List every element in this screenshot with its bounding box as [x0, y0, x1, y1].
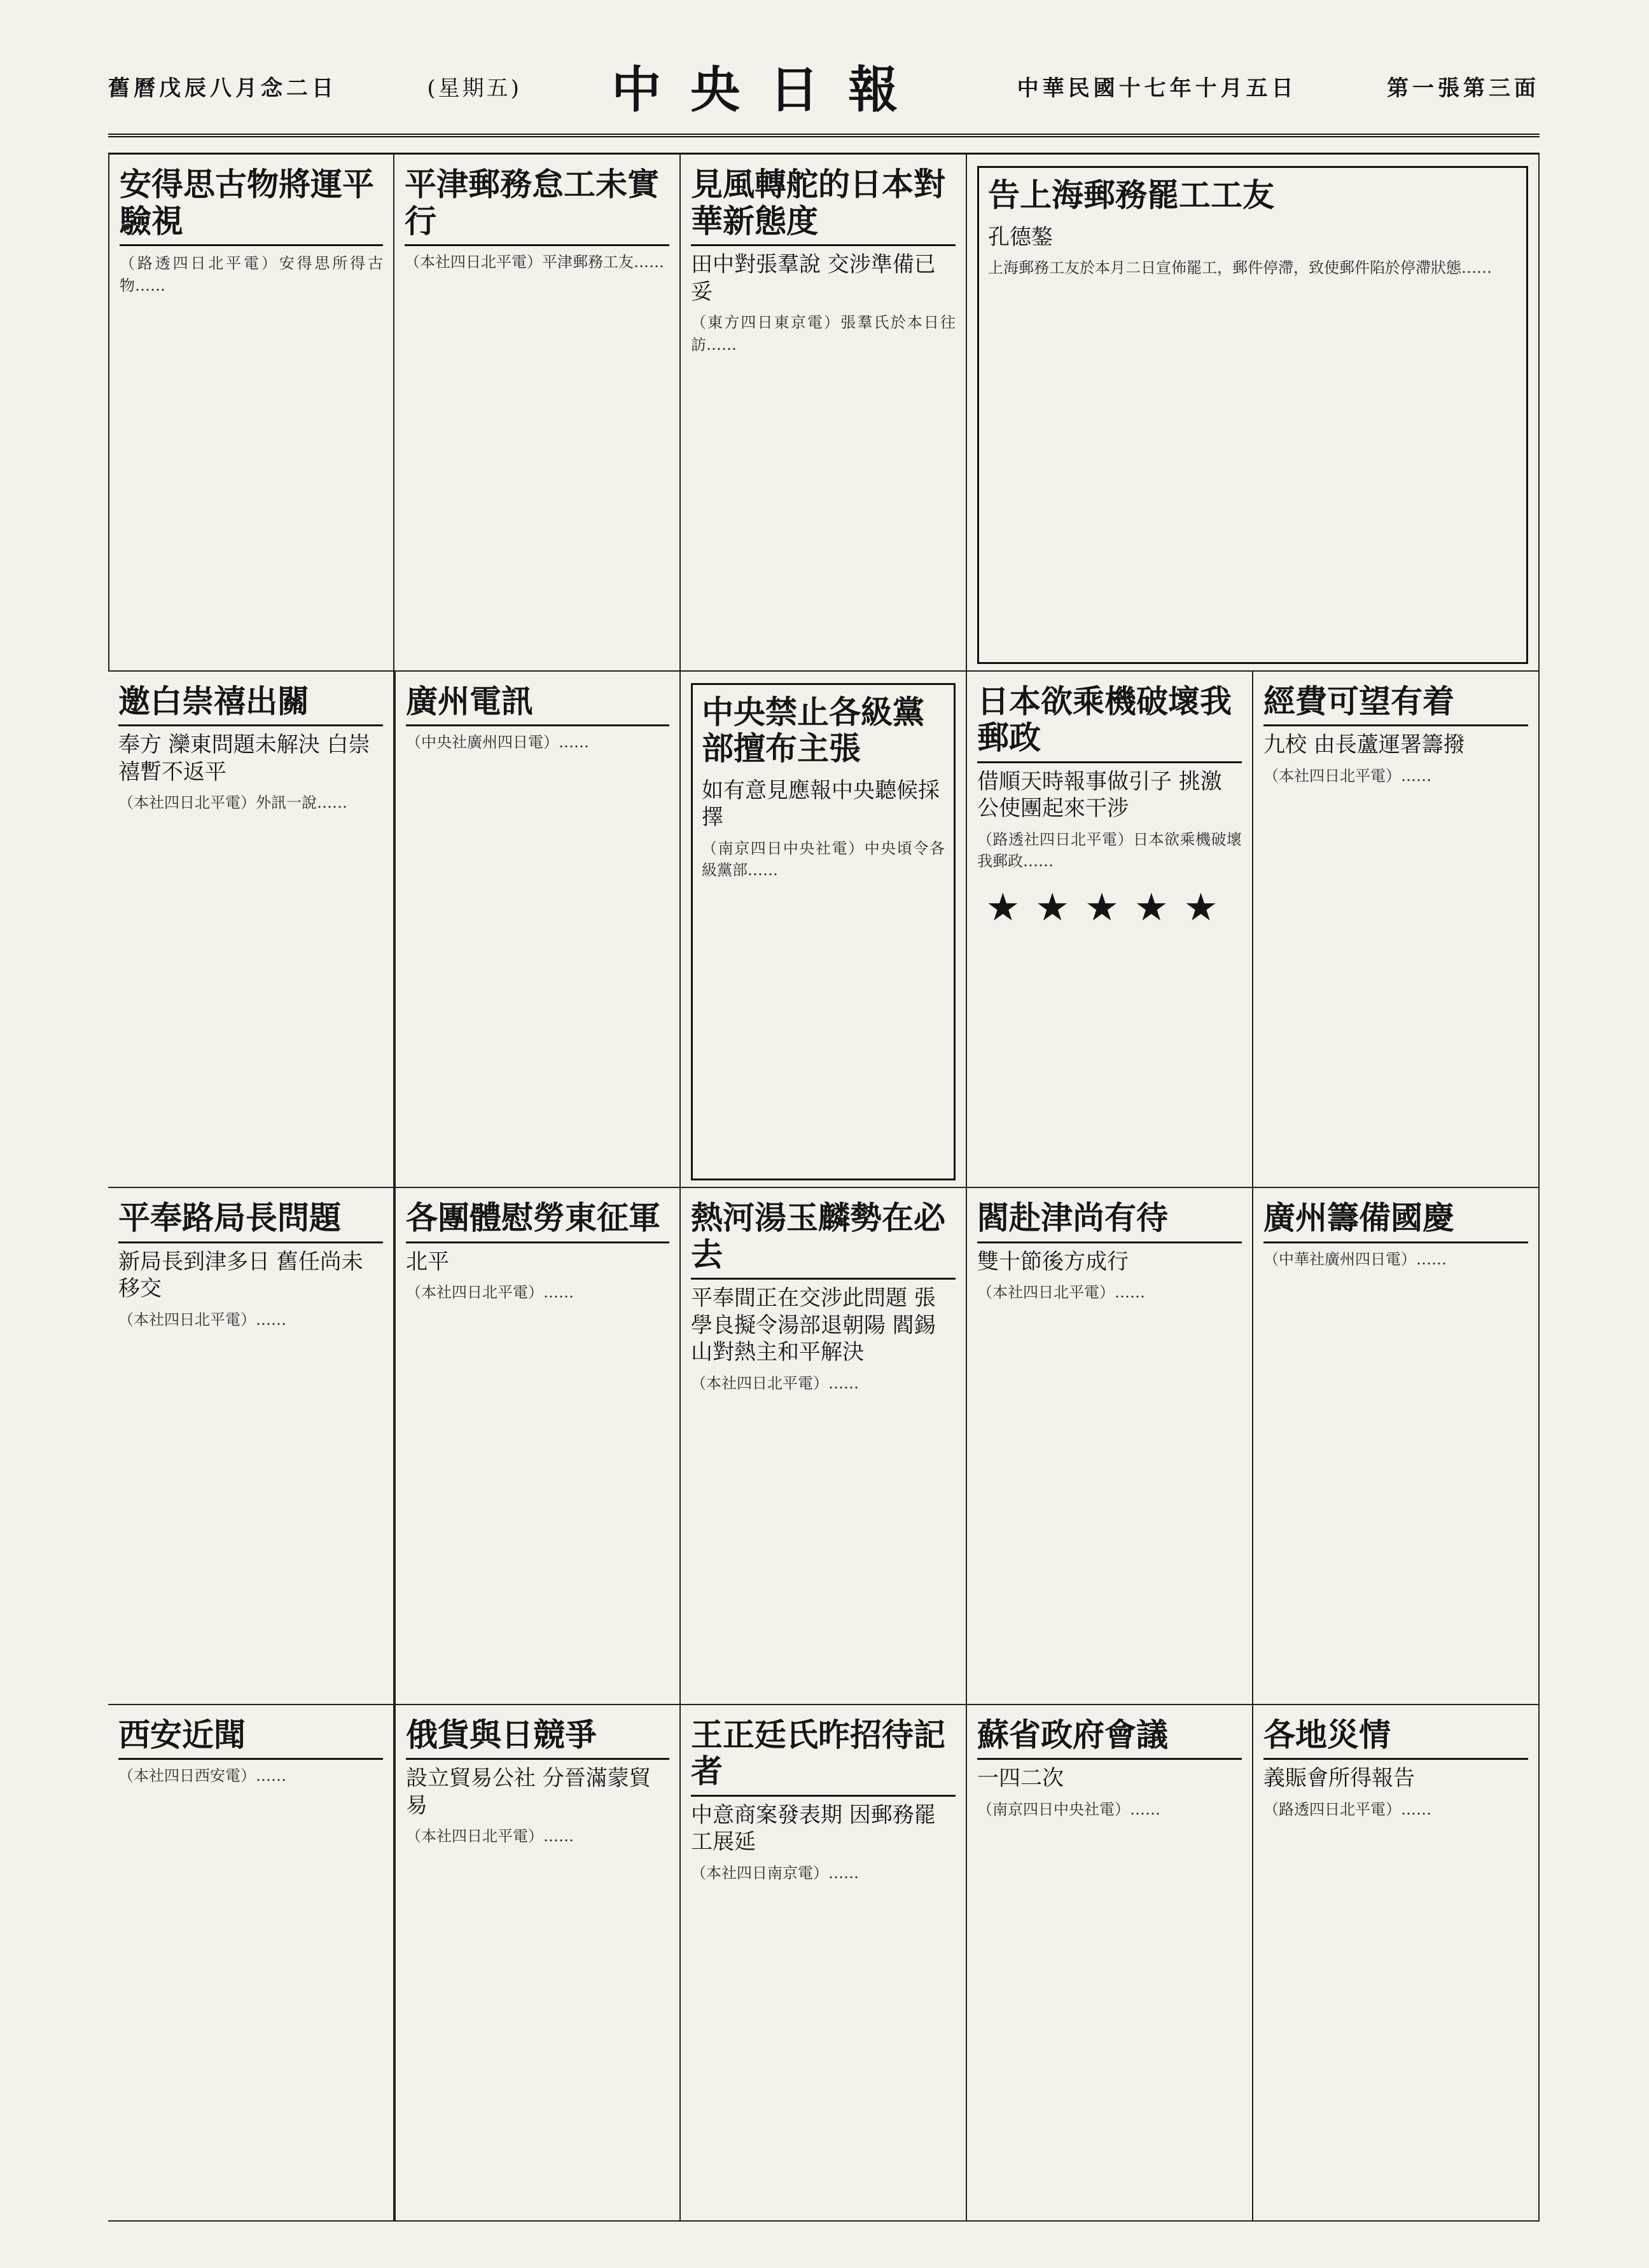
article-headline: 經費可望有着 [1263, 683, 1528, 727]
article-headline: 王正廷氏昨招待記者 [691, 1717, 956, 1797]
article-headline: 告上海郵務罷工工友 [988, 176, 1274, 214]
article-block [1253, 672, 1540, 1189]
article-headline: 各地災情 [1263, 1717, 1528, 1760]
article-block [967, 1705, 1253, 2222]
article-body: （本社四日北平電）…… [406, 1283, 574, 1301]
article-body: 上海郵務工友於本月二日宣佈罷工，郵件停滯，致使郵件陷於停滯狀態…… [988, 259, 1492, 277]
article-headline: 西安近聞 [118, 1717, 383, 1760]
article-subhead: 九校 由長蘆運署籌撥 [1263, 732, 1465, 757]
article-body: （路透四日北平電）…… [1263, 1800, 1431, 1818]
article-body: （本社四日北平電）外訊一說…… [118, 794, 347, 812]
article-body: （本社四日北平電）…… [406, 1827, 574, 1845]
article-body: （南京四日中央社電）…… [977, 1800, 1160, 1818]
article-block [394, 155, 681, 672]
article-body: （中華社廣州四日電）…… [1263, 1250, 1447, 1268]
article-subhead: 借順天時報事做引子 挑激公使團起來干涉 [977, 768, 1222, 821]
article-block [967, 155, 1540, 672]
article-headline: 俄貨與日競爭 [406, 1717, 669, 1760]
article-body: （本社四日北平電）…… [1263, 766, 1431, 785]
article-headline: 中央禁止各級黨部擅布主張 [702, 693, 924, 767]
article-subhead: 奉方 灤東問題未解決 白崇禧暫不返平 [118, 732, 370, 785]
article-block [1253, 1188, 1540, 1705]
article-subhead: 如有意見應報中央聽候採擇 [702, 777, 940, 830]
article-headline: 廣州電訊 [406, 683, 669, 727]
article-block [108, 155, 394, 672]
article-subhead: 義賑會所得報告 [1263, 1766, 1415, 1791]
article-body: （路透四日北平電）安得思所得古物…… [120, 254, 383, 294]
article-subhead: 中意商案發表期 因郵務罷工展延 [691, 1802, 936, 1855]
article-headline: 邀白崇禧出關 [118, 683, 383, 727]
article-subhead: 平奉間正在交涉此問題 張學良擬令湯部退朝陽 閻錫山對熱主和平解決 [691, 1285, 936, 1365]
article-body: （本社四日西安電）…… [118, 1767, 286, 1785]
article-body: （本社四日南京電）…… [691, 1863, 859, 1882]
article-body: （本社四日北平電）平津郵務工友…… [405, 253, 664, 271]
article-headline: 平津郵務怠工未實行 [405, 166, 669, 246]
article-subhead: 北平 [406, 1248, 449, 1275]
article-headline: 安得思古物將運平驗視 [120, 166, 383, 246]
article-subhead: 設立貿易公社 分晉滿蒙貿易 [406, 1766, 651, 1818]
article-block [1253, 1705, 1540, 2222]
article-body: （本社四日北平電）…… [691, 1374, 859, 1392]
article-headline: 見風轉舵的日本對華新態度 [691, 166, 956, 246]
article-block [394, 1188, 681, 1705]
article-headline: 熱河湯玉麟勢在必去 [691, 1200, 956, 1280]
article-grid [108, 153, 1540, 2222]
masthead-date-right: 中華民國十七年十月五日 [1017, 75, 1297, 101]
article-body: （中央社廣州四日電）…… [406, 733, 589, 751]
article-body: （路透社四日北平電）日本欲乘機破壞我郵政…… [977, 830, 1242, 871]
article-subhead: 一四二次 [977, 1766, 1064, 1791]
article-headline: 廣州籌備國慶 [1263, 1200, 1528, 1243]
article-subhead: 田中對張羣說 交涉準備已妥 [691, 252, 936, 305]
article-body: （本社四日北平電）…… [118, 1310, 286, 1329]
article-block [967, 672, 1253, 1189]
masthead-page-label: 第一張第三面 [1386, 75, 1540, 101]
article-subhead: 新局長到津多日 舊任尚未移交 [118, 1248, 363, 1301]
article-block [681, 672, 967, 1189]
article-block [394, 1705, 681, 2222]
article-block [681, 1188, 967, 1705]
article-headline: 閻赴津尚有待 [977, 1200, 1242, 1243]
article-subhead: 雙十節後方成行 [977, 1248, 1129, 1275]
article-headline: 蘇省政府會議 [977, 1717, 1242, 1760]
article-block [108, 1705, 394, 2222]
article-block [967, 1188, 1253, 1705]
article-body: （本社四日北平電）…… [977, 1283, 1145, 1301]
article-block [108, 1188, 394, 1705]
masthead-paper-name: 中央日報 [611, 61, 928, 119]
article-headline: 平奉路局長問題 [118, 1200, 383, 1243]
article-block [681, 155, 967, 672]
article-block [681, 1705, 967, 2222]
article-headline: 各團體慰勞東征軍 [406, 1200, 669, 1243]
article-byline: 孔德鏊 [988, 224, 1053, 250]
masthead-date-left: 舊曆戊辰八月念二日 [108, 75, 337, 101]
masthead-weekday: (星期五) [427, 75, 522, 101]
article-body: （南京四日中央社電）中央頃令各級黨部…… [702, 839, 945, 880]
masthead [108, 38, 1540, 137]
article-body: （東方四日東京電）張羣氏於本日往訪…… [691, 314, 956, 354]
star-ornament: ★★★★★ [985, 885, 1234, 930]
article-headline: 日本欲乘機破壞我郵政 [977, 683, 1242, 763]
article-block [108, 672, 394, 1189]
article-block [394, 672, 681, 1189]
